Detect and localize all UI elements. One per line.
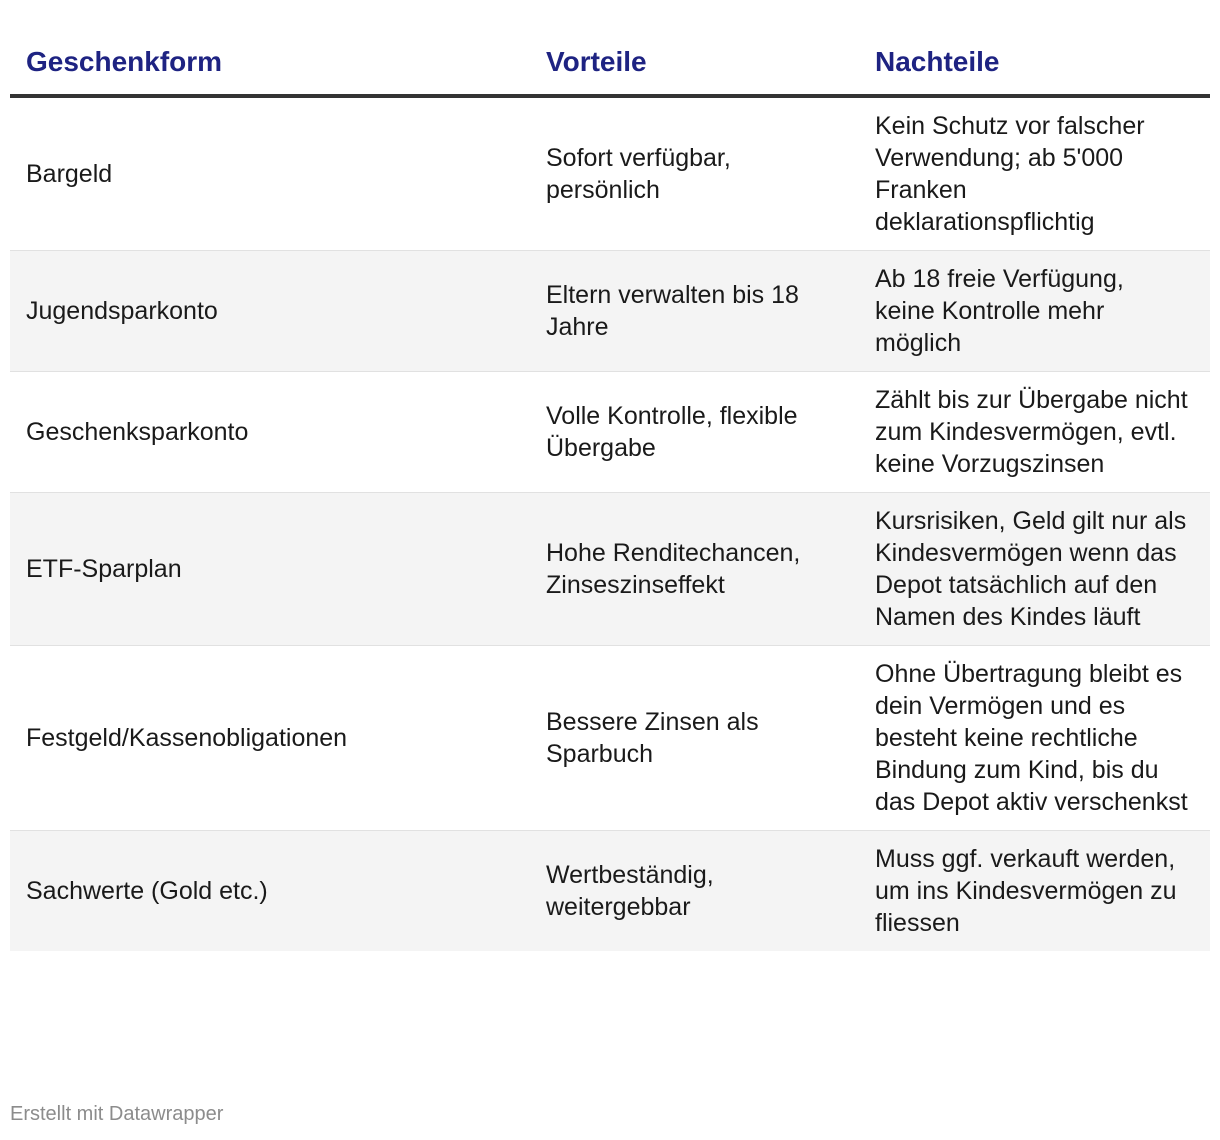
table-row — [10, 96, 1210, 251]
cell-cons: Zählt bis zur Übergabe nicht zum Kindesvermögen, evtl. keine Vorzugszinsen — [859, 372, 1210, 493]
cell-form: Sachwerte (Gold etc.) — [10, 831, 530, 952]
cell-pros: Volle Kontrolle, flexible Übergabe — [530, 372, 859, 493]
cell-cons: Kursrisiken, Geld gilt nur als Kindesvermögen wenn das Depot tatsächlich auf den Namen des Kindes läuft — [859, 493, 1210, 646]
cell-pros: Eltern verwalten bis 18 Jahre — [530, 251, 859, 372]
comparison-table — [10, 36, 1210, 951]
header-geschenkform: Geschenkform — [10, 36, 530, 96]
cell-form: Jugendsparkonto — [10, 251, 530, 372]
table-header-row — [10, 36, 1210, 96]
table-row — [10, 831, 1210, 952]
cell-cons: Ohne Übertragung bleibt es dein Vermögen und es besteht keine rechtliche Bindung zum Kind, bis du das Depot aktiv verschenkst — [859, 646, 1210, 831]
cell-cons: Ab 18 freie Verfügung, keine Kontrolle mehr möglich — [859, 251, 1210, 372]
cell-cons: Kein Schutz vor falscher Verwendung; ab 5'000 Franken deklarationspflichtig — [859, 96, 1210, 251]
cell-pros: Bessere Zinsen als Sparbuch — [530, 646, 859, 831]
cell-form: Festgeld/Kassenobligationen — [10, 646, 530, 831]
cell-cons: Muss ggf. verkauft werden, um ins Kindesvermögen zu fliessen — [859, 831, 1210, 952]
table-row — [10, 372, 1210, 493]
datawrapper-credit[interactable]: Erstellt mit Datawrapper — [10, 1103, 224, 1125]
header-nachteile: Nachteile — [859, 36, 1210, 96]
header-vorteile: Vorteile — [530, 36, 859, 96]
cell-pros: Wertbeständig, weitergebbar — [530, 831, 859, 952]
cell-pros: Hohe Renditechancen, Zinseszinseffekt — [530, 493, 859, 646]
cell-form: Bargeld — [10, 96, 530, 251]
cell-pros: Sofort verfügbar, persönlich — [530, 96, 859, 251]
table-row — [10, 646, 1210, 831]
comparison-table-container — [10, 36, 1210, 951]
cell-form: ETF-Sparplan — [10, 493, 530, 646]
table-row — [10, 493, 1210, 646]
table-row — [10, 251, 1210, 372]
cell-form: Geschenksparkonto — [10, 372, 530, 493]
